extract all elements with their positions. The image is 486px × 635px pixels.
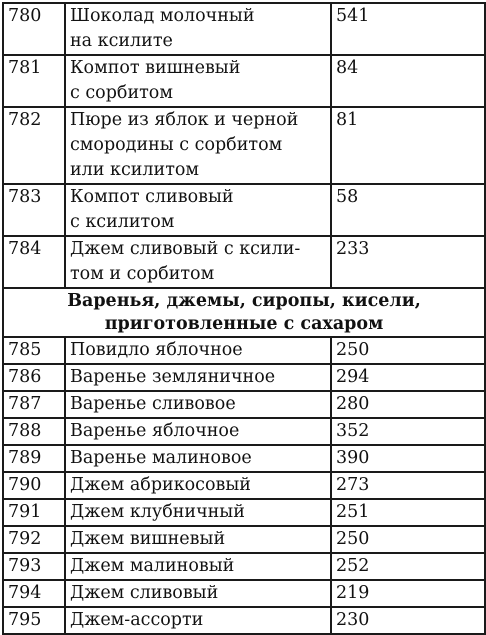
item-value: 390 (331, 445, 485, 472)
item-name: Джем сливовый с ксили- том и сорбитом (65, 236, 331, 288)
table-row (3, 3, 485, 55)
table-row (3, 107, 485, 184)
item-name: Шоколад молочный на ксилите (65, 3, 331, 55)
item-name: Джем сливовый (65, 580, 331, 607)
item-number: 780 (3, 3, 65, 55)
table-row (3, 391, 485, 418)
item-name: Варенье малиновое (65, 445, 331, 472)
item-name: Джем-ассорти (65, 607, 331, 634)
item-name: Джем малиновый (65, 553, 331, 580)
section-header-row (3, 288, 485, 337)
item-value: 219 (331, 580, 485, 607)
calorie-table (2, 2, 486, 635)
item-number: 785 (3, 337, 65, 364)
item-name: Джем вишневый (65, 526, 331, 553)
item-number: 791 (3, 499, 65, 526)
table-row (3, 337, 485, 364)
item-value: 294 (331, 364, 485, 391)
table-row (3, 418, 485, 445)
item-number: 782 (3, 107, 65, 184)
item-number: 786 (3, 364, 65, 391)
section-header: Варенья, джемы, сиропы, кисели, приготовленные с сахаром (3, 288, 485, 337)
item-value: 250 (331, 526, 485, 553)
item-name: Варенье сливовое (65, 391, 331, 418)
item-number: 783 (3, 184, 65, 236)
item-name: Варенье земляничное (65, 364, 331, 391)
item-value: 81 (331, 107, 485, 184)
item-number: 795 (3, 607, 65, 634)
item-name: Джем клубничный (65, 499, 331, 526)
table-row (3, 472, 485, 499)
item-number: 793 (3, 553, 65, 580)
item-value: 233 (331, 236, 485, 288)
item-value: 273 (331, 472, 485, 499)
item-value: 250 (331, 337, 485, 364)
item-value: 58 (331, 184, 485, 236)
item-name: Джем абрикосовый (65, 472, 331, 499)
item-number: 784 (3, 236, 65, 288)
item-name: Компот сливовый с ксилитом (65, 184, 331, 236)
item-number: 788 (3, 418, 65, 445)
item-name: Варенье яблочное (65, 418, 331, 445)
table-row (3, 364, 485, 391)
item-number: 792 (3, 526, 65, 553)
item-number: 790 (3, 472, 65, 499)
item-value: 251 (331, 499, 485, 526)
item-value: 230 (331, 607, 485, 634)
table-row (3, 184, 485, 236)
table-row (3, 526, 485, 553)
item-number: 787 (3, 391, 65, 418)
item-value: 252 (331, 553, 485, 580)
table-row (3, 55, 485, 107)
table-row (3, 236, 485, 288)
item-name: Повидло яблочное (65, 337, 331, 364)
item-number: 794 (3, 580, 65, 607)
item-value: 541 (331, 3, 485, 55)
table-row (3, 499, 485, 526)
item-value: 280 (331, 391, 485, 418)
table-row (3, 445, 485, 472)
item-number: 781 (3, 55, 65, 107)
item-name: Компот вишневый с сорбитом (65, 55, 331, 107)
table-row (3, 607, 485, 634)
item-name: Пюре из яблок и черной смородины с сорбитом или ксилитом (65, 107, 331, 184)
table-row (3, 580, 485, 607)
item-value: 352 (331, 418, 485, 445)
item-number: 789 (3, 445, 65, 472)
table-row (3, 553, 485, 580)
item-value: 84 (331, 55, 485, 107)
